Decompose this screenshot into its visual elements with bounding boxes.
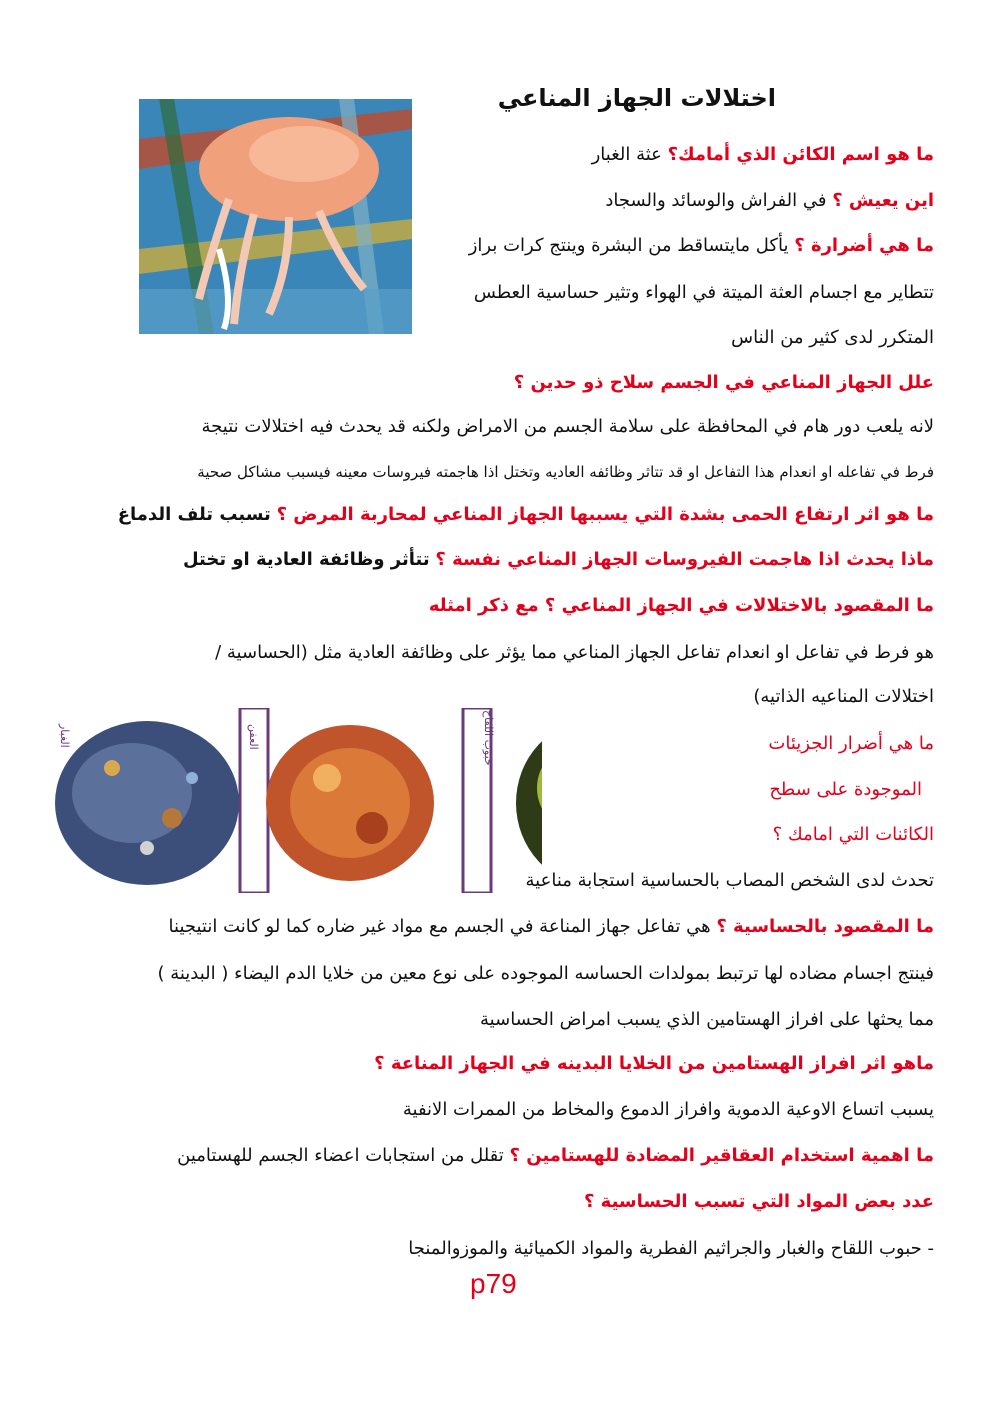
figure-label-dust: الغبار — [58, 724, 71, 748]
question-antihistamine: ما اهمية استخدام العقاقير المضادة للهستامين ؟ — [509, 1145, 934, 1166]
question-organism-name: ما هو اسم الكائن الذي أمامك؟ — [667, 144, 934, 165]
figure-label-fungus: العفن — [247, 724, 260, 750]
question-disorders: ما المقصود بالاختلالات في الجهاز المناعي ؟ مع ذكر امثله — [428, 595, 934, 616]
intro-line-4: تتطاير مع اجسام العثة الميتة في الهواء وتثير حساسية العطس — [473, 282, 934, 303]
page-title: اختلالات الجهاز المناعي — [497, 84, 776, 112]
allergen-figure-strip — [52, 708, 542, 893]
figure-label-pollen: حبوب اللقاح — [482, 710, 495, 766]
intro-line-1 — [592, 142, 934, 168]
answer-particles: تحدث لدى الشخص المصاب بالحساسية استجابة مناعية — [525, 870, 934, 891]
answer-allergens: - حبوب اللقاح والغبار والجراثيم الفطرية والمواد الكميائية والموزوالمنجا — [408, 1238, 934, 1259]
dust-mite-image — [139, 99, 412, 334]
answer-antihistamine: تقلل من استجابات اعضاء الجسم للهستامين — [177, 1145, 504, 1166]
answer-harm: يأكل مايتساقط من البشرة وينتج كرات براز — [468, 235, 789, 256]
question-double-edged: علل الجهاز المناعي في الجسم سلاح ذو حدين ؟ — [513, 372, 934, 393]
answer-allergy-1: هي تفاعل جهاز المناعة في الجسم مع مواد غير ضاره كما لو كانت انتيجينا — [168, 916, 711, 937]
question-harm: ما هي أضرارة ؟ — [794, 235, 934, 256]
question-allergy: ما المقصود بالحساسية ؟ — [716, 916, 934, 937]
answer-fever: تسبب تلف الدماغ — [117, 504, 271, 525]
answer-organism-name: عثة الغبار — [591, 144, 662, 165]
page-number: p79 — [470, 1268, 517, 1299]
section7-line — [169, 914, 934, 940]
question-habitat: اين يعيش ؟ — [832, 190, 934, 211]
answer-allergy-2: فينتج اجسام مضاده لها ترتبط بمولدات الحساسه الموجوده على نوع معين من خلايا الدم اليضاء ( البدينة ) — [157, 963, 934, 984]
question-allergens: عدد بعض المواد التي تسبب الحساسية ؟ — [583, 1191, 934, 1212]
answer-double-edged-2: فرط في تفاعله او انعدام هذا التفاعل او قد تتاثر وظائفه العاديه وتختل اذا هاجمته فيروسات معينه فيسبب مشاكل صحية — [197, 463, 934, 481]
section4-line — [183, 547, 934, 573]
answer-allergy-3: مما يحثها على افراز الهستامين الذي يسبب امراض الحساسية — [480, 1009, 934, 1030]
intro-line-3 — [469, 233, 934, 259]
question-virus-attack: ماذا يحدث اذا هاجمت الفيروسات الجهاز المناعي نفسة ؟ — [435, 549, 934, 570]
answer-virus-attack: تتأثر وظائفة العادية او تختل — [182, 549, 430, 570]
answer-disorders-2: اختلالات المناعيه الذاتيه) — [753, 686, 934, 707]
answer-histamine: يسبب اتساع الاوعية الدموية وافراز الدموع والمخاط من الممرات الانفية — [402, 1099, 934, 1120]
question-particles-1: ما هي أضرار الجزيئات — [768, 733, 934, 754]
question-histamine: ماهو اثر افراز الهستامين من الخلايا البدينه في الجهاز المناعة ؟ — [374, 1053, 934, 1074]
section3-line — [118, 502, 934, 528]
question-particles-2: الموجودة على سطح — [769, 779, 922, 800]
answer-disorders-1: هو فرط في تفاعل او انعدام تفاعل الجهاز المناعي مما يؤثر على وظائفة العادية مثل (الحساسية / — [215, 642, 934, 663]
intro-line-5: المتكرر لدى كثير من الناس — [731, 327, 934, 348]
answer-double-edged-1: لانه يلعب دور هام في المحافظة على سلامة الجسم من الامراض ولكنه قد يحدث فيه اختلالات نتيجة — [201, 416, 934, 437]
intro-line-2 — [605, 188, 934, 214]
answer-habitat: في الفراش والوسائد والسجاد — [605, 190, 827, 211]
section9-line — [177, 1143, 934, 1169]
question-fever: ما هو اثر ارتفاع الحمى بشدة التي يسببها الجهاز المناعي لمحاربة المرض ؟ — [276, 504, 934, 525]
question-particles-3: الكائنات التي امامك ؟ — [772, 824, 934, 845]
